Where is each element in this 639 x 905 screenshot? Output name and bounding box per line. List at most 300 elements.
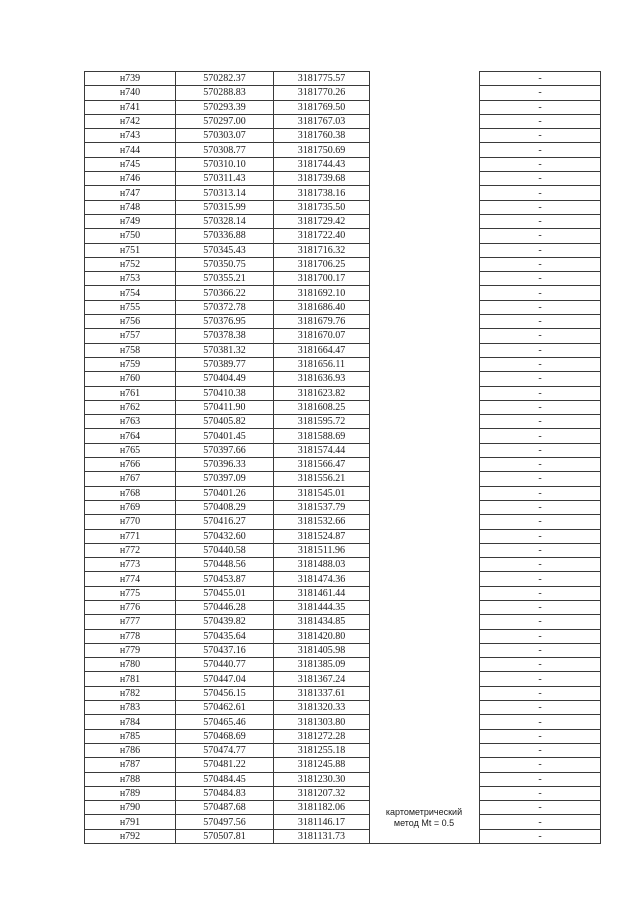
y-coordinate-cell: 3181405.98 — [274, 643, 370, 657]
table-row — [85, 100, 601, 114]
point-id-cell: н776 — [85, 600, 176, 614]
accuracy-cell: - — [480, 715, 601, 729]
table-row — [85, 129, 601, 143]
point-id-cell: н739 — [85, 72, 176, 86]
y-coordinate-cell: 3181700.17 — [274, 272, 370, 286]
x-coordinate-cell: 570313.14 — [176, 186, 274, 200]
method-cell — [370, 129, 480, 143]
x-coordinate-cell: 570455.01 — [176, 586, 274, 600]
x-coordinate-cell: 570293.39 — [176, 100, 274, 114]
method-note-line2: метод Mt = 0.5 — [393, 818, 455, 828]
y-coordinate-cell: 3181537.79 — [274, 500, 370, 514]
x-coordinate-cell: 570282.37 — [176, 72, 274, 86]
accuracy-cell: - — [480, 186, 601, 200]
table-row — [85, 529, 601, 543]
x-coordinate-cell: 570366.22 — [176, 286, 274, 300]
method-cell — [370, 143, 480, 157]
accuracy-cell: - — [480, 357, 601, 371]
point-id-cell: н779 — [85, 643, 176, 657]
point-id-cell: н782 — [85, 686, 176, 700]
table-row — [85, 343, 601, 357]
accuracy-cell: - — [480, 558, 601, 572]
accuracy-cell: - — [480, 572, 601, 586]
accuracy-cell: - — [480, 815, 601, 829]
method-cell — [370, 300, 480, 314]
point-id-cell: н790 — [85, 801, 176, 815]
accuracy-cell: - — [480, 801, 601, 815]
point-id-cell: н773 — [85, 558, 176, 572]
table-row — [85, 243, 601, 257]
accuracy-cell: - — [480, 643, 601, 657]
y-coordinate-cell: 3181656.11 — [274, 357, 370, 371]
point-id-cell: н749 — [85, 214, 176, 228]
table-row — [85, 472, 601, 486]
x-coordinate-cell: 570401.45 — [176, 429, 274, 443]
accuracy-cell: - — [480, 229, 601, 243]
point-id-cell: н766 — [85, 458, 176, 472]
method-cell — [370, 658, 480, 672]
table-row — [85, 815, 601, 829]
accuracy-cell: - — [480, 629, 601, 643]
y-coordinate-cell: 3181716.32 — [274, 243, 370, 257]
method-cell — [370, 458, 480, 472]
method-cell — [370, 558, 480, 572]
method-cell — [370, 214, 480, 228]
table-row — [85, 214, 601, 228]
x-coordinate-cell: 570311.43 — [176, 172, 274, 186]
x-coordinate-cell: 570437.16 — [176, 643, 274, 657]
method-cell — [370, 615, 480, 629]
point-id-cell: н740 — [85, 86, 176, 100]
y-coordinate-cell: 3181146.17 — [274, 815, 370, 829]
accuracy-cell: - — [480, 829, 601, 843]
x-coordinate-cell: 570389.77 — [176, 357, 274, 371]
y-coordinate-cell: 3181566.47 — [274, 458, 370, 472]
method-cell — [370, 715, 480, 729]
method-cell — [370, 472, 480, 486]
point-id-cell: н751 — [85, 243, 176, 257]
point-id-cell: н789 — [85, 786, 176, 800]
accuracy-cell: - — [480, 272, 601, 286]
point-id-cell: н745 — [85, 157, 176, 171]
x-coordinate-cell: 570336.88 — [176, 229, 274, 243]
accuracy-cell: - — [480, 400, 601, 414]
accuracy-cell: - — [480, 472, 601, 486]
y-coordinate-cell: 3181320.33 — [274, 701, 370, 715]
table-row — [85, 486, 601, 500]
y-coordinate-cell: 3181760.38 — [274, 129, 370, 143]
y-coordinate-cell: 3181131.73 — [274, 829, 370, 843]
table-row — [85, 786, 601, 800]
accuracy-cell: - — [480, 458, 601, 472]
accuracy-cell: - — [480, 343, 601, 357]
point-id-cell: н754 — [85, 286, 176, 300]
x-coordinate-cell: 570381.32 — [176, 343, 274, 357]
y-coordinate-cell: 3181729.42 — [274, 214, 370, 228]
y-coordinate-cell: 3181434.85 — [274, 615, 370, 629]
table-row — [85, 686, 601, 700]
accuracy-cell: - — [480, 315, 601, 329]
method-cell — [370, 772, 480, 786]
table-row — [85, 86, 601, 100]
table-row — [85, 372, 601, 386]
x-coordinate-cell: 570397.09 — [176, 472, 274, 486]
method-cell — [370, 758, 480, 772]
method-cell — [370, 701, 480, 715]
table-row — [85, 329, 601, 343]
table-row — [85, 600, 601, 614]
y-coordinate-cell: 3181556.21 — [274, 472, 370, 486]
x-coordinate-cell: 570440.77 — [176, 658, 274, 672]
table-row — [85, 114, 601, 128]
coordinates-table-body — [85, 72, 601, 844]
y-coordinate-cell: 3181245.88 — [274, 758, 370, 772]
table-row — [85, 186, 601, 200]
point-id-cell: н762 — [85, 400, 176, 414]
accuracy-cell: - — [480, 200, 601, 214]
y-coordinate-cell: 3181511.96 — [274, 543, 370, 557]
point-id-cell: н786 — [85, 743, 176, 757]
table-row — [85, 801, 601, 815]
table-row — [85, 743, 601, 757]
x-coordinate-cell: 570303.07 — [176, 129, 274, 143]
x-coordinate-cell: 570297.00 — [176, 114, 274, 128]
point-id-cell: н748 — [85, 200, 176, 214]
y-coordinate-cell: 3181722.40 — [274, 229, 370, 243]
y-coordinate-cell: 3181744.43 — [274, 157, 370, 171]
y-coordinate-cell: 3181670.07 — [274, 329, 370, 343]
y-coordinate-cell: 3181337.61 — [274, 686, 370, 700]
table-row — [85, 701, 601, 715]
method-cell — [370, 357, 480, 371]
method-cell — [370, 386, 480, 400]
y-coordinate-cell: 3181574.44 — [274, 443, 370, 457]
table-row — [85, 315, 601, 329]
accuracy-cell: - — [480, 658, 601, 672]
y-coordinate-cell: 3181588.69 — [274, 429, 370, 443]
table-row — [85, 300, 601, 314]
point-id-cell: н781 — [85, 672, 176, 686]
x-coordinate-cell: 570401.26 — [176, 486, 274, 500]
table-row — [85, 443, 601, 457]
y-coordinate-cell: 3181775.57 — [274, 72, 370, 86]
y-coordinate-cell: 3181272.28 — [274, 729, 370, 743]
y-coordinate-cell: 3181738.16 — [274, 186, 370, 200]
point-id-cell: н772 — [85, 543, 176, 557]
method-cell — [370, 315, 480, 329]
accuracy-cell: - — [480, 758, 601, 772]
coordinates-table — [84, 71, 601, 844]
point-id-cell: н761 — [85, 386, 176, 400]
point-id-cell: н771 — [85, 529, 176, 543]
accuracy-cell: - — [480, 515, 601, 529]
method-cell — [370, 443, 480, 457]
point-id-cell: н741 — [85, 100, 176, 114]
x-coordinate-cell: 570435.64 — [176, 629, 274, 643]
method-cell — [370, 600, 480, 614]
x-coordinate-cell: 570376.95 — [176, 315, 274, 329]
table-row — [85, 629, 601, 643]
y-coordinate-cell: 3181182.06 — [274, 801, 370, 815]
x-coordinate-cell: 570411.90 — [176, 400, 274, 414]
y-coordinate-cell: 3181735.50 — [274, 200, 370, 214]
y-coordinate-cell: 3181595.72 — [274, 415, 370, 429]
x-coordinate-cell: 570440.58 — [176, 543, 274, 557]
method-cell — [370, 257, 480, 271]
accuracy-cell: - — [480, 686, 601, 700]
accuracy-cell: - — [480, 72, 601, 86]
method-cell — [370, 157, 480, 171]
table-row — [85, 658, 601, 672]
table-row — [85, 229, 601, 243]
accuracy-cell: - — [480, 300, 601, 314]
point-id-cell: н792 — [85, 829, 176, 843]
point-id-cell: н788 — [85, 772, 176, 786]
method-cell — [370, 429, 480, 443]
x-coordinate-cell: 570355.21 — [176, 272, 274, 286]
y-coordinate-cell: 3181488.03 — [274, 558, 370, 572]
x-coordinate-cell: 570405.82 — [176, 415, 274, 429]
point-id-cell: н752 — [85, 257, 176, 271]
table-row — [85, 386, 601, 400]
method-cell — [370, 286, 480, 300]
x-coordinate-cell: 570315.99 — [176, 200, 274, 214]
x-coordinate-cell: 570396.33 — [176, 458, 274, 472]
point-id-cell: н780 — [85, 658, 176, 672]
x-coordinate-cell: 570468.69 — [176, 729, 274, 743]
method-note — [369, 807, 479, 829]
point-id-cell: н756 — [85, 315, 176, 329]
x-coordinate-cell: 570378.38 — [176, 329, 274, 343]
table-row — [85, 357, 601, 371]
method-cell — [370, 200, 480, 214]
accuracy-cell: - — [480, 329, 601, 343]
accuracy-cell: - — [480, 172, 601, 186]
accuracy-cell: - — [480, 372, 601, 386]
x-coordinate-cell: 570453.87 — [176, 572, 274, 586]
point-id-cell: н767 — [85, 472, 176, 486]
point-id-cell: н760 — [85, 372, 176, 386]
accuracy-cell: - — [480, 286, 601, 300]
accuracy-cell: - — [480, 500, 601, 514]
accuracy-cell: - — [480, 486, 601, 500]
table-row — [85, 286, 601, 300]
y-coordinate-cell: 3181636.93 — [274, 372, 370, 386]
x-coordinate-cell: 570288.83 — [176, 86, 274, 100]
method-cell — [370, 729, 480, 743]
method-cell — [370, 186, 480, 200]
y-coordinate-cell: 3181664.47 — [274, 343, 370, 357]
method-note-line1: картометрический — [385, 807, 463, 817]
accuracy-cell: - — [480, 786, 601, 800]
method-cell — [370, 272, 480, 286]
table-row — [85, 458, 601, 472]
method-cell — [370, 400, 480, 414]
point-id-cell: н777 — [85, 615, 176, 629]
method-cell — [370, 829, 480, 843]
y-coordinate-cell: 3181444.35 — [274, 600, 370, 614]
x-coordinate-cell: 570410.38 — [176, 386, 274, 400]
accuracy-cell: - — [480, 129, 601, 143]
x-coordinate-cell: 570497.56 — [176, 815, 274, 829]
method-cell — [370, 500, 480, 514]
x-coordinate-cell: 570310.10 — [176, 157, 274, 171]
accuracy-cell: - — [480, 214, 601, 228]
accuracy-cell: - — [480, 114, 601, 128]
method-cell — [370, 529, 480, 543]
accuracy-cell: - — [480, 529, 601, 543]
x-coordinate-cell: 570308.77 — [176, 143, 274, 157]
point-id-cell: н743 — [85, 129, 176, 143]
x-coordinate-cell: 570350.75 — [176, 257, 274, 271]
accuracy-cell: - — [480, 429, 601, 443]
method-cell — [370, 329, 480, 343]
x-coordinate-cell: 570487.68 — [176, 801, 274, 815]
table-row — [85, 172, 601, 186]
x-coordinate-cell: 570408.29 — [176, 500, 274, 514]
table-row — [85, 829, 601, 843]
x-coordinate-cell: 570465.46 — [176, 715, 274, 729]
x-coordinate-cell: 570484.83 — [176, 786, 274, 800]
point-id-cell: н787 — [85, 758, 176, 772]
x-coordinate-cell: 570447.04 — [176, 672, 274, 686]
y-coordinate-cell: 3181385.09 — [274, 658, 370, 672]
y-coordinate-cell: 3181545.01 — [274, 486, 370, 500]
x-coordinate-cell: 570484.45 — [176, 772, 274, 786]
method-cell — [370, 172, 480, 186]
point-id-cell: н774 — [85, 572, 176, 586]
method-cell — [370, 786, 480, 800]
point-id-cell: н764 — [85, 429, 176, 443]
y-coordinate-cell: 3181769.50 — [274, 100, 370, 114]
table-row — [85, 257, 601, 271]
point-id-cell: н750 — [85, 229, 176, 243]
y-coordinate-cell: 3181679.76 — [274, 315, 370, 329]
point-id-cell: н778 — [85, 629, 176, 643]
table-row — [85, 272, 601, 286]
method-cell — [370, 114, 480, 128]
table-row — [85, 772, 601, 786]
accuracy-cell: - — [480, 615, 601, 629]
point-id-cell: н755 — [85, 300, 176, 314]
x-coordinate-cell: 570397.66 — [176, 443, 274, 457]
x-coordinate-cell: 570474.77 — [176, 743, 274, 757]
table-row — [85, 672, 601, 686]
x-coordinate-cell: 570328.14 — [176, 214, 274, 228]
point-id-cell: н769 — [85, 500, 176, 514]
table-row — [85, 643, 601, 657]
y-coordinate-cell: 3181692.10 — [274, 286, 370, 300]
method-cell — [370, 515, 480, 529]
point-id-cell: н770 — [85, 515, 176, 529]
y-coordinate-cell: 3181686.40 — [274, 300, 370, 314]
y-coordinate-cell: 3181230.30 — [274, 772, 370, 786]
table-row — [85, 586, 601, 600]
accuracy-cell: - — [480, 772, 601, 786]
point-id-cell: н783 — [85, 701, 176, 715]
accuracy-cell: - — [480, 600, 601, 614]
point-id-cell: н758 — [85, 343, 176, 357]
table-row — [85, 429, 601, 443]
y-coordinate-cell: 3181532.66 — [274, 515, 370, 529]
point-id-cell: н753 — [85, 272, 176, 286]
x-coordinate-cell: 570448.56 — [176, 558, 274, 572]
method-cell — [370, 86, 480, 100]
y-coordinate-cell: 3181461.44 — [274, 586, 370, 600]
method-cell — [370, 415, 480, 429]
table-row — [85, 415, 601, 429]
y-coordinate-cell: 3181739.68 — [274, 172, 370, 186]
accuracy-cell: - — [480, 543, 601, 557]
point-id-cell: н765 — [85, 443, 176, 457]
method-cell — [370, 243, 480, 257]
x-coordinate-cell: 570432.60 — [176, 529, 274, 543]
table-row — [85, 558, 601, 572]
point-id-cell: н757 — [85, 329, 176, 343]
method-cell — [370, 672, 480, 686]
y-coordinate-cell: 3181608.25 — [274, 400, 370, 414]
table-row — [85, 715, 601, 729]
table-row — [85, 572, 601, 586]
point-id-cell: н746 — [85, 172, 176, 186]
table-row — [85, 500, 601, 514]
x-coordinate-cell: 570507.81 — [176, 829, 274, 843]
method-cell — [370, 100, 480, 114]
accuracy-cell: - — [480, 729, 601, 743]
accuracy-cell: - — [480, 86, 601, 100]
y-coordinate-cell: 3181706.25 — [274, 257, 370, 271]
accuracy-cell: - — [480, 157, 601, 171]
method-cell — [370, 372, 480, 386]
method-cell — [370, 643, 480, 657]
accuracy-cell: - — [480, 143, 601, 157]
x-coordinate-cell: 570462.61 — [176, 701, 274, 715]
accuracy-cell: - — [480, 386, 601, 400]
x-coordinate-cell: 570456.15 — [176, 686, 274, 700]
y-coordinate-cell: 3181750.69 — [274, 143, 370, 157]
y-coordinate-cell: 3181367.24 — [274, 672, 370, 686]
y-coordinate-cell: 3181770.26 — [274, 86, 370, 100]
method-cell — [370, 686, 480, 700]
accuracy-cell: - — [480, 257, 601, 271]
method-cell — [370, 343, 480, 357]
y-coordinate-cell: 3181623.82 — [274, 386, 370, 400]
point-id-cell: н784 — [85, 715, 176, 729]
table-row — [85, 758, 601, 772]
y-coordinate-cell: 3181474.36 — [274, 572, 370, 586]
accuracy-cell: - — [480, 243, 601, 257]
point-id-cell: н791 — [85, 815, 176, 829]
method-cell — [370, 743, 480, 757]
point-id-cell: н775 — [85, 586, 176, 600]
accuracy-cell: - — [480, 586, 601, 600]
accuracy-cell: - — [480, 701, 601, 715]
x-coordinate-cell: 570345.43 — [176, 243, 274, 257]
x-coordinate-cell: 570404.49 — [176, 372, 274, 386]
point-id-cell: н768 — [85, 486, 176, 500]
table-row — [85, 200, 601, 214]
point-id-cell: н759 — [85, 357, 176, 371]
table-row — [85, 515, 601, 529]
accuracy-cell: - — [480, 415, 601, 429]
accuracy-cell: - — [480, 100, 601, 114]
table-row — [85, 143, 601, 157]
method-cell — [370, 572, 480, 586]
y-coordinate-cell: 3181255.18 — [274, 743, 370, 757]
x-coordinate-cell: 570481.22 — [176, 758, 274, 772]
y-coordinate-cell: 3181420.80 — [274, 629, 370, 643]
y-coordinate-cell: 3181767.03 — [274, 114, 370, 128]
